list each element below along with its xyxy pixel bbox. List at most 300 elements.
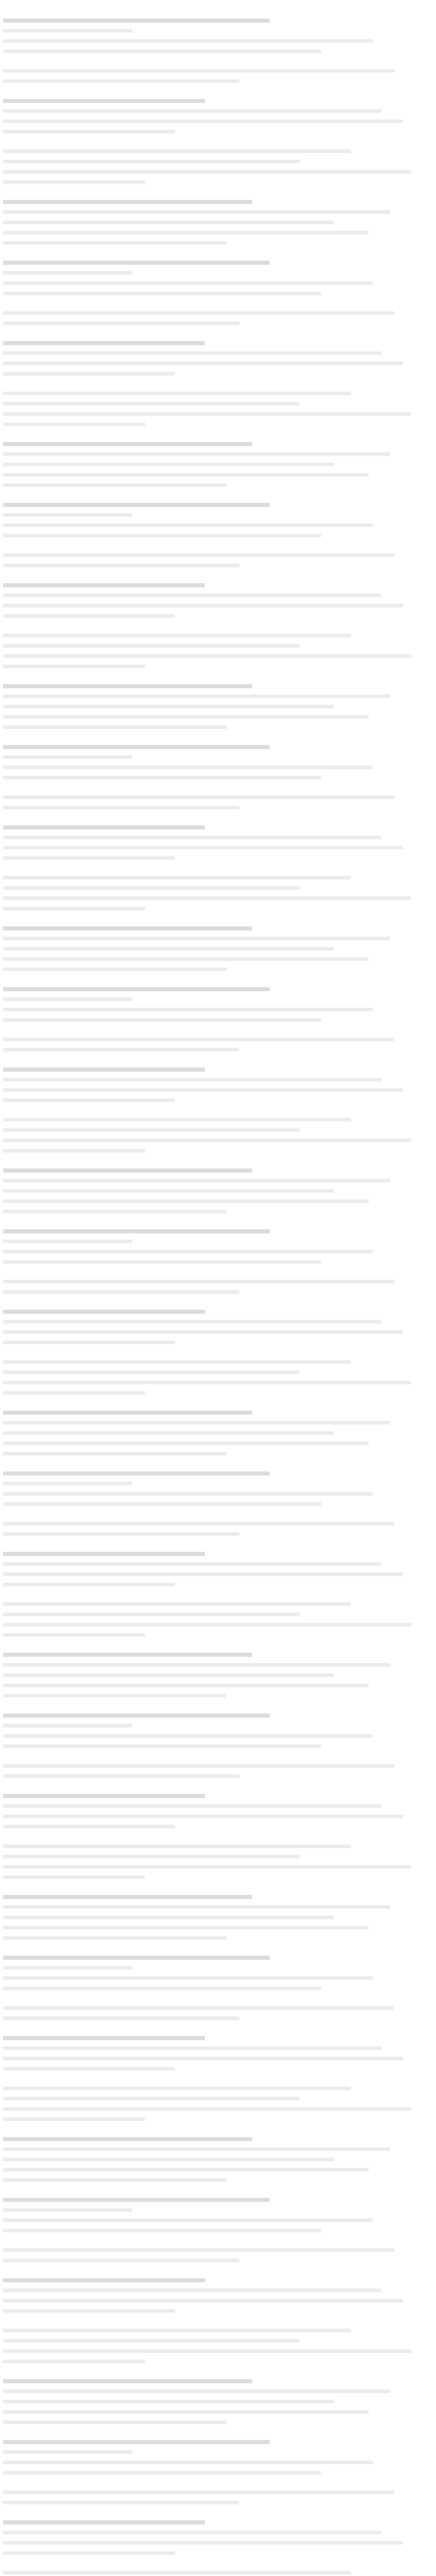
text-line-placeholder bbox=[3, 2067, 175, 2071]
text-line bbox=[3, 1280, 433, 1288]
section-heading-line bbox=[3, 1552, 433, 1560]
text-line-placeholder bbox=[3, 553, 394, 557]
text-line-placeholder bbox=[3, 896, 411, 900]
text-line bbox=[3, 1158, 433, 1166]
text-line bbox=[3, 1855, 433, 1863]
text-line bbox=[3, 1290, 433, 1298]
text-line bbox=[3, 1370, 433, 1379]
text-line-placeholder bbox=[3, 997, 132, 1001]
text-line bbox=[3, 937, 433, 945]
text-line-placeholder bbox=[3, 614, 175, 618]
text-line-placeholder bbox=[3, 2218, 373, 2222]
text-line-placeholder bbox=[3, 1179, 390, 1182]
text-line-placeholder bbox=[3, 2571, 351, 2574]
text-line-placeholder bbox=[3, 665, 145, 668]
text-line-placeholder bbox=[3, 1421, 390, 1425]
text-line-placeholder bbox=[3, 1815, 403, 1818]
text-line bbox=[3, 1482, 433, 1490]
text-line bbox=[3, 412, 433, 420]
text-line-placeholder bbox=[3, 1149, 145, 1153]
text-line bbox=[3, 1421, 433, 1429]
text-line-placeholder bbox=[3, 402, 300, 405]
text-line bbox=[3, 1844, 433, 1853]
text-line-placeholder bbox=[3, 1210, 226, 1213]
text-line bbox=[3, 2268, 433, 2276]
text-line-placeholder bbox=[3, 1583, 175, 1586]
text-line-placeholder bbox=[3, 2400, 334, 2403]
text-line bbox=[3, 210, 433, 218]
text-line bbox=[3, 2349, 433, 2358]
text-line-placeholder bbox=[3, 1330, 403, 1334]
text-line bbox=[3, 1623, 433, 1631]
text-line bbox=[3, 1240, 433, 1248]
text-line bbox=[3, 422, 433, 431]
text-line bbox=[3, 1633, 433, 1641]
text-line bbox=[3, 1684, 433, 1692]
text-line bbox=[3, 1602, 433, 1611]
text-line bbox=[3, 2299, 433, 2307]
text-line bbox=[3, 381, 433, 389]
text-line bbox=[3, 2168, 433, 2176]
text-line-placeholder bbox=[3, 341, 205, 345]
text-line bbox=[3, 2531, 433, 2539]
text-line-placeholder bbox=[3, 2107, 411, 2111]
text-line bbox=[3, 2057, 433, 2065]
text-line bbox=[3, 795, 433, 804]
text-line bbox=[3, 1583, 433, 1591]
section-heading-line bbox=[3, 99, 433, 107]
text-line-placeholder bbox=[3, 694, 390, 698]
document-page bbox=[3, 0, 433, 2576]
text-line-placeholder bbox=[3, 2147, 390, 2151]
text-line bbox=[3, 271, 433, 279]
text-line bbox=[3, 29, 433, 37]
text-line bbox=[3, 1391, 433, 1399]
section-heading-line bbox=[3, 2198, 433, 2206]
text-line-placeholder bbox=[3, 109, 381, 113]
text-line-placeholder bbox=[3, 1189, 334, 1193]
text-line bbox=[3, 2461, 433, 2469]
text-line-placeholder bbox=[3, 715, 369, 719]
text-line-placeholder bbox=[3, 2278, 205, 2282]
text-line-placeholder bbox=[3, 1310, 205, 1314]
text-line-placeholder bbox=[3, 806, 239, 809]
text-line-placeholder bbox=[3, 1956, 270, 1960]
text-line-placeholder bbox=[3, 49, 321, 53]
text-line-placeholder bbox=[3, 261, 270, 265]
text-line-placeholder bbox=[3, 1260, 321, 1264]
section-heading-line bbox=[3, 1895, 433, 1903]
text-line-placeholder bbox=[3, 2309, 175, 2313]
text-line bbox=[3, 2318, 433, 2327]
text-line-placeholder bbox=[3, 1098, 175, 1102]
text-line bbox=[3, 190, 433, 198]
text-line bbox=[3, 2006, 433, 2014]
text-line bbox=[3, 1400, 433, 1409]
text-line-placeholder bbox=[3, 755, 132, 759]
text-line bbox=[3, 785, 433, 793]
text-line-placeholder bbox=[3, 987, 270, 991]
text-line bbox=[3, 2541, 433, 2549]
document-title bbox=[3, 2, 433, 16]
section-heading-line bbox=[3, 987, 433, 995]
text-line-placeholder bbox=[3, 1008, 373, 1011]
text-line-placeholder bbox=[3, 1663, 390, 1667]
text-line bbox=[3, 2016, 433, 2025]
text-line bbox=[3, 594, 433, 602]
text-line-placeholder bbox=[3, 1067, 205, 1072]
section-heading-line bbox=[3, 1067, 433, 1076]
text-line-placeholder bbox=[3, 846, 403, 850]
text-line-placeholder bbox=[3, 1128, 300, 1132]
text-line-placeholder bbox=[3, 463, 334, 466]
text-line-placeholder bbox=[3, 1078, 381, 1081]
text-line bbox=[3, 1774, 433, 1783]
text-line bbox=[3, 1926, 433, 1934]
text-line bbox=[3, 725, 433, 734]
text-line bbox=[3, 1613, 433, 1621]
text-line bbox=[3, 493, 433, 501]
text-line-placeholder bbox=[3, 2461, 373, 2464]
text-line-placeholder bbox=[3, 231, 369, 234]
text-line-placeholder bbox=[3, 2168, 369, 2172]
text-line-placeholder bbox=[3, 120, 403, 123]
text-line bbox=[3, 483, 433, 492]
text-line-placeholder bbox=[3, 412, 411, 416]
text-line-placeholder bbox=[3, 160, 300, 163]
text-line-placeholder bbox=[3, 1471, 270, 1476]
text-line bbox=[3, 896, 433, 905]
text-line-placeholder bbox=[3, 1280, 394, 1283]
text-line bbox=[3, 69, 433, 77]
text-line bbox=[3, 1694, 433, 1702]
text-line bbox=[3, 543, 433, 551]
text-line-placeholder bbox=[3, 1895, 252, 1899]
text-line bbox=[3, 1078, 433, 1086]
text-line-placeholder bbox=[3, 149, 351, 153]
text-line-placeholder bbox=[3, 1482, 132, 1485]
text-line-placeholder bbox=[3, 362, 403, 365]
text-line bbox=[3, 1885, 433, 1893]
text-line-placeholder bbox=[3, 2046, 381, 2050]
text-line-placeholder bbox=[3, 1694, 226, 1698]
text-line bbox=[3, 2107, 433, 2115]
text-line-placeholder bbox=[3, 311, 394, 315]
section-heading-line bbox=[3, 1471, 433, 1480]
text-line-placeholder bbox=[3, 1118, 351, 1122]
text-line-placeholder bbox=[3, 321, 239, 325]
text-line bbox=[3, 1189, 433, 1197]
text-line-placeholder bbox=[3, 534, 321, 537]
text-line-placeholder bbox=[3, 1038, 394, 1041]
text-line bbox=[3, 846, 433, 854]
text-line-placeholder bbox=[3, 2339, 300, 2343]
text-line-placeholder bbox=[3, 1987, 321, 1990]
text-line bbox=[3, 604, 433, 612]
text-line bbox=[3, 573, 433, 581]
text-line-placeholder bbox=[3, 2229, 321, 2232]
text-line bbox=[3, 1199, 433, 1208]
text-line bbox=[3, 2389, 433, 2398]
text-line-placeholder bbox=[3, 2420, 226, 2424]
text-line-placeholder bbox=[3, 29, 132, 32]
text-line bbox=[3, 665, 433, 673]
text-line bbox=[3, 1128, 433, 1137]
text-line-placeholder bbox=[3, 281, 373, 285]
text-line bbox=[3, 1341, 433, 1349]
text-line bbox=[3, 1815, 433, 1823]
text-line bbox=[3, 1744, 433, 1753]
text-line bbox=[3, 876, 433, 884]
text-line bbox=[3, 1541, 433, 1550]
document-body bbox=[3, 19, 433, 2576]
text-line-placeholder bbox=[3, 1431, 334, 1435]
text-line bbox=[3, 968, 433, 976]
text-line-placeholder bbox=[3, 200, 252, 204]
text-line bbox=[3, 1330, 433, 1338]
text-line-placeholder bbox=[3, 1562, 381, 1566]
text-line bbox=[3, 2480, 433, 2488]
text-line-placeholder bbox=[3, 523, 373, 527]
text-line-placeholder bbox=[3, 2299, 403, 2302]
text-line bbox=[3, 1431, 433, 1439]
text-line bbox=[3, 755, 433, 764]
text-line-placeholder bbox=[3, 766, 373, 769]
text-line-placeholder bbox=[3, 2501, 239, 2504]
text-line bbox=[3, 1502, 433, 1511]
text-line bbox=[3, 1492, 433, 1500]
text-line bbox=[3, 1018, 433, 1026]
text-line bbox=[3, 916, 433, 924]
section-heading-line bbox=[3, 745, 433, 753]
text-line-placeholder bbox=[3, 1370, 300, 1374]
text-line-placeholder bbox=[3, 2097, 300, 2100]
text-line-placeholder bbox=[3, 1966, 132, 1970]
text-line-placeholder bbox=[3, 483, 226, 487]
text-line-placeholder bbox=[3, 968, 226, 971]
text-line bbox=[3, 2178, 433, 2187]
text-line-placeholder bbox=[3, 1976, 373, 1980]
text-line-placeholder bbox=[3, 1391, 145, 1395]
text-line-placeholder bbox=[3, 1825, 175, 1828]
text-line-placeholder bbox=[3, 2471, 321, 2475]
text-line bbox=[3, 1875, 433, 1884]
text-line bbox=[3, 2188, 433, 2196]
text-line bbox=[3, 221, 433, 229]
text-line bbox=[3, 1452, 433, 1460]
text-line-placeholder bbox=[3, 594, 381, 597]
text-line-placeholder bbox=[3, 2551, 175, 2555]
text-line bbox=[3, 180, 433, 189]
text-line bbox=[3, 2248, 433, 2257]
text-line-placeholder bbox=[3, 947, 334, 951]
text-line-placeholder bbox=[3, 1199, 369, 1203]
text-line bbox=[3, 2410, 433, 2418]
text-line-placeholder bbox=[3, 937, 390, 940]
text-line bbox=[3, 1945, 433, 1954]
text-line-placeholder bbox=[3, 69, 394, 73]
text-line bbox=[3, 836, 433, 844]
text-line-placeholder bbox=[3, 2198, 270, 2202]
text-line bbox=[3, 1118, 433, 1126]
text-line bbox=[3, 1562, 433, 1570]
text-line-placeholder bbox=[3, 876, 351, 879]
text-line-placeholder bbox=[3, 503, 270, 507]
text-line bbox=[3, 1532, 433, 1540]
text-line-placeholder bbox=[3, 271, 132, 275]
text-line-placeholder bbox=[3, 1653, 252, 1657]
text-line-placeholder bbox=[3, 372, 175, 376]
text-line bbox=[3, 1027, 433, 1036]
text-line-placeholder bbox=[3, 564, 239, 567]
text-line-placeholder bbox=[3, 99, 205, 103]
text-line-placeholder bbox=[3, 1018, 321, 1022]
text-line-placeholder bbox=[3, 1916, 334, 1919]
text-line bbox=[3, 1381, 433, 1389]
text-line-placeholder bbox=[3, 2379, 252, 2383]
text-line bbox=[3, 2510, 433, 2518]
text-line-placeholder bbox=[3, 1572, 403, 1576]
text-line-placeholder bbox=[3, 1794, 205, 1798]
text-line-placeholder bbox=[3, 836, 381, 839]
text-line bbox=[3, 2490, 433, 2499]
text-line bbox=[3, 463, 433, 471]
text-line bbox=[3, 2087, 433, 2095]
section-heading-line bbox=[3, 341, 433, 349]
text-line bbox=[3, 674, 433, 682]
text-line-placeholder bbox=[3, 2178, 226, 2182]
text-line-placeholder bbox=[3, 2137, 252, 2141]
text-line bbox=[3, 2561, 433, 2569]
text-line bbox=[3, 1642, 433, 1651]
text-line bbox=[3, 1663, 433, 1671]
text-line-placeholder bbox=[3, 1804, 381, 1808]
text-line bbox=[3, 1764, 433, 1772]
text-line-placeholder bbox=[3, 1240, 132, 1243]
text-line-placeholder bbox=[3, 473, 369, 477]
text-line bbox=[3, 250, 433, 259]
text-line-placeholder bbox=[3, 1744, 321, 1748]
text-line-placeholder bbox=[3, 1673, 334, 1677]
text-line bbox=[3, 1057, 433, 1065]
text-line bbox=[3, 634, 433, 642]
text-line bbox=[3, 2046, 433, 2055]
text-line-placeholder bbox=[3, 180, 145, 184]
section-heading-line bbox=[3, 1310, 433, 1318]
text-line bbox=[3, 2369, 433, 2377]
text-line bbox=[3, 997, 433, 1006]
text-line bbox=[3, 644, 433, 652]
text-line-placeholder bbox=[3, 1633, 145, 1637]
text-line bbox=[3, 1088, 433, 1096]
text-line bbox=[3, 1260, 433, 1268]
text-line-placeholder bbox=[3, 2016, 239, 2020]
text-line bbox=[3, 109, 433, 117]
text-line bbox=[3, 432, 433, 440]
text-line bbox=[3, 2430, 433, 2438]
section-heading-line bbox=[3, 2520, 433, 2529]
text-line bbox=[3, 705, 433, 713]
text-line bbox=[3, 49, 433, 58]
text-line bbox=[3, 766, 433, 774]
text-line-placeholder bbox=[3, 2410, 369, 2414]
section-heading-line bbox=[3, 2036, 433, 2044]
text-line-placeholder bbox=[3, 292, 321, 295]
text-line bbox=[3, 2289, 433, 2297]
text-line-placeholder bbox=[3, 583, 205, 587]
text-line bbox=[3, 241, 433, 249]
text-line bbox=[3, 1098, 433, 1107]
text-line-placeholder bbox=[3, 795, 394, 799]
text-line bbox=[3, 1987, 433, 1995]
text-line bbox=[3, 1299, 433, 1308]
text-line-placeholder bbox=[3, 825, 205, 829]
text-line bbox=[3, 2501, 433, 2509]
text-line bbox=[3, 1461, 433, 1469]
text-line bbox=[3, 2420, 433, 2429]
text-line-placeholder bbox=[3, 1290, 239, 1294]
text-line-placeholder bbox=[3, 2006, 394, 2010]
text-line bbox=[3, 1905, 433, 1913]
text-line-placeholder bbox=[3, 79, 239, 83]
text-line bbox=[3, 2067, 433, 2075]
text-line-placeholder bbox=[3, 654, 411, 658]
text-line bbox=[3, 1048, 433, 1056]
section-heading-line bbox=[3, 2137, 433, 2145]
text-line-placeholder bbox=[3, 1168, 252, 1173]
text-line-placeholder bbox=[3, 1724, 132, 1727]
text-line bbox=[3, 372, 433, 380]
text-line-placeholder bbox=[3, 452, 390, 456]
section-heading-line bbox=[3, 2379, 433, 2387]
text-line-placeholder bbox=[3, 442, 252, 446]
section-heading-line bbox=[3, 1714, 433, 1722]
section-heading-line bbox=[3, 684, 433, 692]
text-line-placeholder bbox=[3, 604, 403, 607]
text-line bbox=[3, 89, 433, 97]
text-line bbox=[3, 2208, 433, 2216]
text-line-placeholder bbox=[3, 1320, 381, 1324]
section-heading-line bbox=[3, 503, 433, 511]
section-heading-line bbox=[3, 442, 433, 450]
text-line bbox=[3, 130, 433, 138]
text-line bbox=[3, 1936, 433, 1944]
text-line bbox=[3, 2229, 433, 2237]
text-line-placeholder bbox=[3, 886, 300, 890]
text-line-placeholder bbox=[3, 644, 300, 648]
text-line bbox=[3, 1210, 433, 1218]
text-line-placeholder bbox=[3, 856, 175, 860]
text-line-placeholder bbox=[3, 1714, 270, 1718]
text-line bbox=[3, 331, 433, 339]
text-line bbox=[3, 2571, 433, 2576]
text-line bbox=[3, 1038, 433, 1046]
text-line-placeholder bbox=[3, 2158, 334, 2161]
text-line bbox=[3, 79, 433, 88]
text-line bbox=[3, 2238, 433, 2246]
text-line bbox=[3, 1512, 433, 1520]
text-line bbox=[3, 2551, 433, 2560]
text-line-placeholder bbox=[3, 2208, 132, 2212]
text-line bbox=[3, 886, 433, 894]
text-line bbox=[3, 402, 433, 410]
text-line-placeholder bbox=[3, 2541, 403, 2545]
section-heading-line bbox=[3, 1411, 433, 1419]
text-line bbox=[3, 654, 433, 663]
text-line bbox=[3, 120, 433, 128]
text-line-placeholder bbox=[3, 1855, 300, 1858]
text-line-placeholder bbox=[3, 513, 132, 517]
